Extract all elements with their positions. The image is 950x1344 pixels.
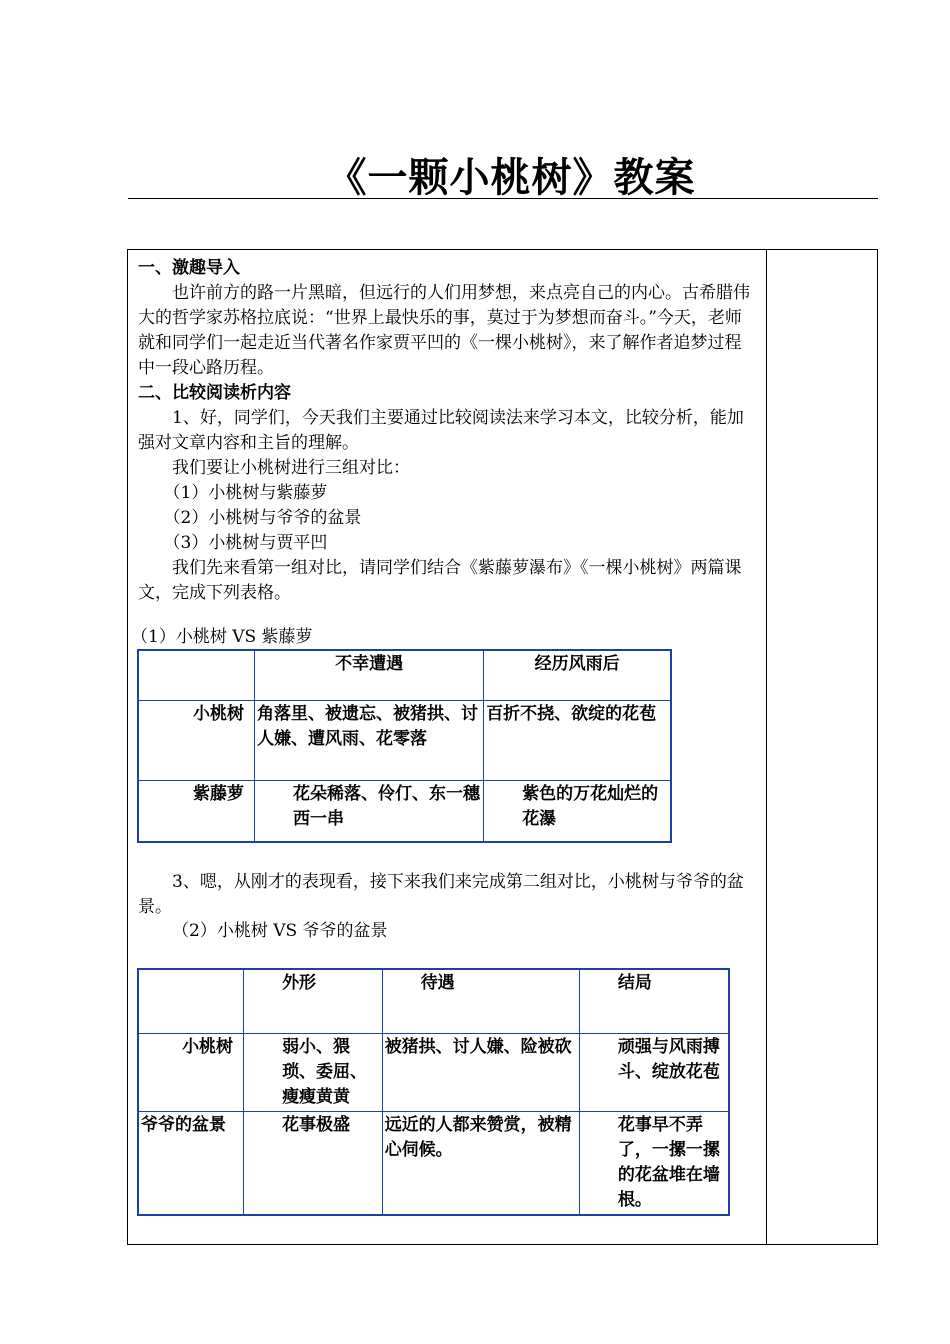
section2-heading: 二、比较阅读析内容 <box>138 383 291 403</box>
section1-paragraph: 也许前方的路一片黑暗，但远行的人们用梦想，来点亮自己的内心。古希腊伟大的哲学家苏格拉底说：“世界上最快乐的事，莫过于为梦想而奋斗。”今天，老师就和同学们一起走近当代著名作家贾平凹的《一棵小桃树》，来了解作者追梦过程中一段心路历程。 <box>138 283 750 378</box>
table-cell: 花事早不弄了，一摞一摞的花盆堆在墙根。 <box>579 1111 729 1215</box>
section1-heading: 一、激趣导入 <box>138 258 240 278</box>
table-cell: 花朵稀落、伶仃、东一穗西一串 <box>255 780 484 842</box>
comparison-table-2 <box>137 968 730 1216</box>
table-row-label: 小桃树 <box>138 1033 244 1111</box>
paragraph-3: 3、嗯，从刚才的表现看，接下来我们来完成第二组对比，小桃树与爷爷的盆景。 <box>138 872 744 917</box>
table-row-label: 紫藤萝 <box>138 780 255 842</box>
table-row <box>138 650 671 700</box>
comparison-list-item: （1）小桃树与紫藤萝 <box>163 483 328 503</box>
table1-caption: （1）小桃树 VS 紫藤萝 <box>131 627 313 647</box>
table-cell: 紫色的万花灿烂的花瀑 <box>484 780 671 842</box>
table-cell: 顽强与风雨搏斗、绽放花苞 <box>579 1033 729 1111</box>
comparison-list-item: （2）小桃树与爷爷的盆景 <box>163 508 362 528</box>
table-row-label: 爷爷的盆景 <box>138 1111 244 1215</box>
table-cell: 远近的人都来赞赏，被精心伺候。 <box>382 1111 579 1215</box>
document-title: 《一颗小桃树》教案 <box>326 155 696 201</box>
section2-paragraph-3: 我们先来看第一组对比，请同学们结合《紫藤萝瀑布》《一棵小桃树》两篇课文，完成下列表格。 <box>138 558 742 603</box>
table-row <box>138 969 729 1033</box>
table-cell: 角落里、被遗忘、被猪拱、讨人嫌、遭风雨、花零落 <box>255 700 484 780</box>
table-row-label: 小桃树 <box>138 700 255 780</box>
table-cell: 花事极盛 <box>244 1111 383 1215</box>
lesson-body <box>138 256 750 606</box>
table-row <box>138 780 671 842</box>
title-rule <box>128 198 878 199</box>
section2-paragraph-2: 我们要让小桃树进行三组对比： <box>172 458 410 478</box>
comparison-list-item: （3）小桃树与贾平凹 <box>163 533 328 553</box>
section2-paragraph-1: 1、好，同学们，今天我们主要通过比较阅读法来学习本文，比较分析，能加强对文章内容和主旨的理解。 <box>138 408 744 453</box>
table-header-cell: 结局 <box>579 969 729 1033</box>
table-header-cell: 不幸遭遇 <box>255 650 484 700</box>
table-cell: 被猪拱、讨人嫌、险被砍 <box>382 1033 579 1111</box>
table2-caption: （2）小桃树 VS 爷爷的盆景 <box>172 921 388 941</box>
table-header-cell: 经历风雨后 <box>484 650 671 700</box>
table-row <box>138 700 671 780</box>
table-cell: 百折不挠、欲绽的花苞 <box>484 700 671 780</box>
comparison-table-1 <box>137 649 672 843</box>
table-header-cell: 外形 <box>244 969 383 1033</box>
table-cell <box>138 969 244 1033</box>
table-cell: 弱小、猥琐、委屈、瘦瘦黄黄 <box>244 1033 383 1111</box>
lesson-frame <box>127 249 878 1245</box>
table-row <box>138 1033 729 1111</box>
table-cell <box>138 650 255 700</box>
notes-column-divider <box>766 250 767 1244</box>
table-row <box>138 1111 729 1215</box>
table-header-cell: 待遇 <box>382 969 579 1033</box>
